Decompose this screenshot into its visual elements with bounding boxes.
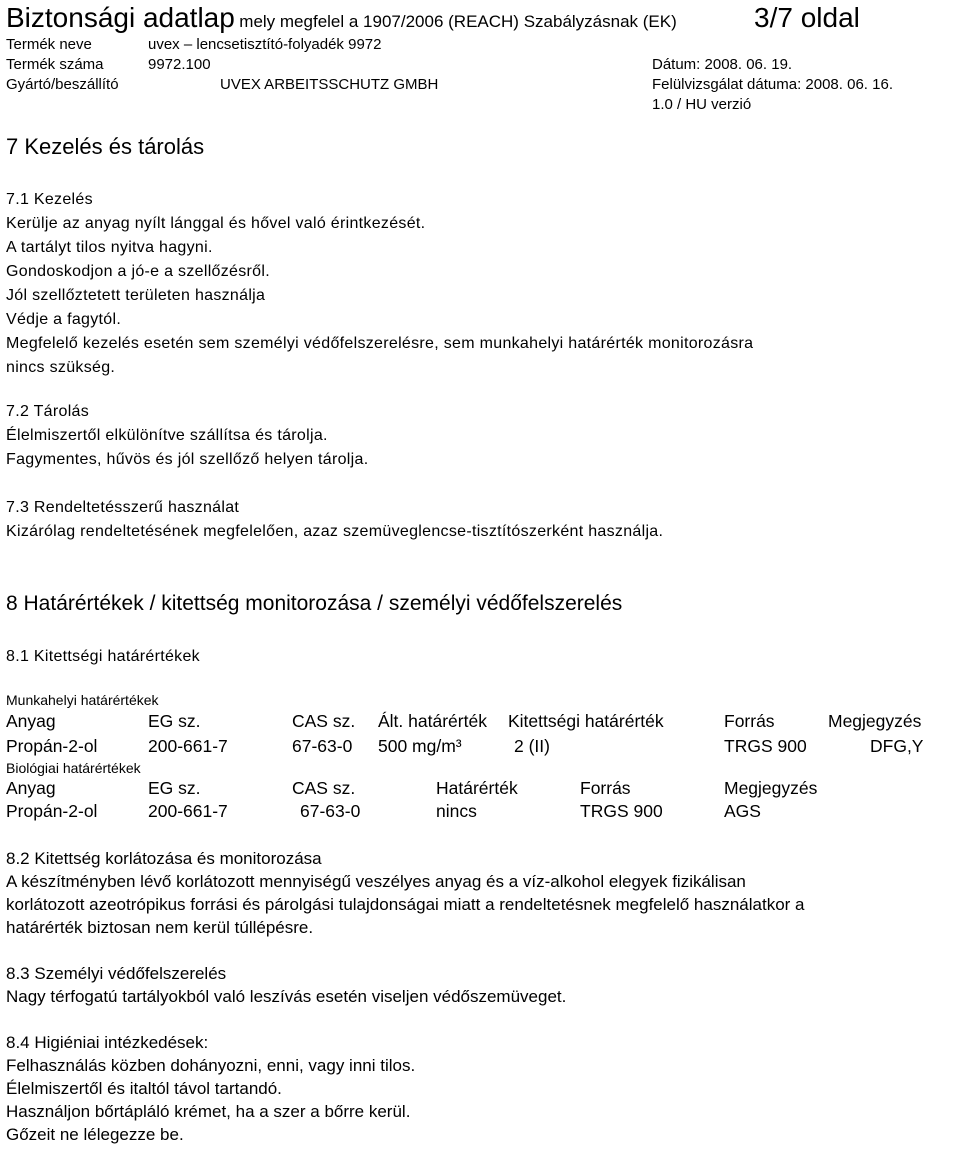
section-8-4-line: Használjon bőrtápláló krémet, ha a szer a bőrre kerül. <box>6 1102 411 1121</box>
manufacturer-value: UVEX ARBEITSSCHUTZ GMBH <box>220 76 439 93</box>
table-header-cell: CAS sz. <box>292 711 356 731</box>
document-date: Dátum: 2008. 06. 19. <box>652 56 793 73</box>
table-header-cell: Forrás <box>724 711 775 731</box>
table-header-cell: Forrás <box>580 778 631 798</box>
table-cell: Propán-2-ol <box>6 801 98 821</box>
section-7-1-line: Védje a fagytól. <box>6 311 122 328</box>
section-8-1-title: 8.1 Kitettségi határértékek <box>6 648 200 665</box>
version: 1.0 / HU verzió <box>652 96 752 113</box>
table-header-cell: EG sz. <box>148 778 201 798</box>
section-8-4-title: 8.4 Higiéniai intézkedések: <box>6 1033 209 1052</box>
product-name-value: uvex – lencsetisztító-folyadék 9972 <box>148 36 382 53</box>
manufacturer-label: Gyártó/beszállító <box>6 76 119 93</box>
review-date: Felülvizsgálat dátuma: 2008. 06. 16. <box>652 76 893 93</box>
section-8-2-line: korlátozott azeotrópikus forrási és párolgási tulajdonságai miatt a rendeltetésnek megfelelő használatkor a <box>6 895 805 914</box>
biological-limits-label: Biológiai határértékek <box>6 760 141 776</box>
section-8-4-line: Felhasználás közben dohányozni, enni, vagy inni tilos. <box>6 1056 416 1075</box>
section-8-3-line: Nagy térfogatú tartályokból való leszívás esetén viseljen védőszemüveget. <box>6 987 567 1006</box>
table-cell: 200-661-7 <box>148 801 228 821</box>
section-7-1-line: nincs szükség. <box>6 359 116 376</box>
section-7-1-line: A tartályt tilos nyitva hagyni. <box>6 239 213 256</box>
document-header <box>6 2 677 34</box>
table-cell: 500 mg/m³ <box>378 736 462 756</box>
document-title: Biztonsági adatlap <box>6 2 235 33</box>
section-8-3-title: 8.3 Személyi védőfelszerelés <box>6 964 227 983</box>
page-number: 3/7 oldal <box>754 2 860 33</box>
table-header-cell: CAS sz. <box>292 778 356 798</box>
section-8-2-line: határérték biztosan nem kerül túllépésre. <box>6 918 314 937</box>
section-7-1-line: Gondoskodjon a jó-e a szellőzésről. <box>6 263 270 280</box>
section-7-1-line: Jól szellőztetett területen használja <box>6 287 266 304</box>
table-header-cell: Ált. határérték <box>378 711 487 731</box>
section-7-1-line: Megfelelő kezelés esetén sem személyi védőfelszerelésre, sem munkahelyi határérték monitorozásra <box>6 335 754 352</box>
product-number-value: 9972.100 <box>148 56 211 73</box>
section-8-title: 8 Határértékek / kitettség monitorozása / személyi védőfelszerelés <box>6 592 623 615</box>
table-header-cell: Megjegyzés <box>828 711 922 731</box>
table-header-cell: Anyag <box>6 711 56 731</box>
section-7-3-title: 7.3 Rendeltetésszerű használat <box>6 499 240 516</box>
section-7-1-line: Kerülje az anyag nyílt lánggal és hővel való érintkezését. <box>6 215 426 232</box>
table-cell: DFG,Y <box>870 736 924 756</box>
section-7-title: 7 Kezelés és tárolás <box>6 134 205 159</box>
table-cell: Propán-2-ol <box>6 736 98 756</box>
section-7-2-line: Élelmiszertől elkülönítve szállítsa és tárolja. <box>6 427 328 444</box>
table-cell: nincs <box>436 801 477 821</box>
table-cell: 200-661-7 <box>148 736 228 756</box>
table-cell: 2 (II) <box>514 736 550 756</box>
section-8-4-line: Gőzeit ne lélegezze be. <box>6 1125 184 1144</box>
table-header-cell: Anyag <box>6 778 56 798</box>
section-7-2-line: Fagymentes, hűvös és jól szellőző helyen tárolja. <box>6 451 369 468</box>
table-header-cell: Megjegyzés <box>724 778 818 798</box>
workplace-limits-label: Munkahelyi határértékek <box>6 692 159 708</box>
product-name-label: Termék neve <box>6 36 92 53</box>
table-header-cell: Kitettségi határérték <box>508 711 664 731</box>
table-cell: 67-63-0 <box>292 736 353 756</box>
table-header-cell: EG sz. <box>148 711 201 731</box>
section-7-1-title: 7.1 Kezelés <box>6 191 93 208</box>
table-cell: TRGS 900 <box>724 736 807 756</box>
section-7-3-line: Kizárólag rendeltetésének megfelelően, azaz szemüveglencse-tisztítószerként használja. <box>6 523 664 540</box>
product-number-label: Termék száma <box>6 56 104 73</box>
document-subtitle: mely megfelel a 1907/2006 (REACH) Szabályzásnak (EK) <box>239 12 677 31</box>
section-8-2-title: 8.2 Kitettség korlátozása és monitorozása <box>6 849 322 868</box>
section-7-2-title: 7.2 Tárolás <box>6 403 90 420</box>
table-cell: TRGS 900 <box>580 801 663 821</box>
table-cell: AGS <box>724 801 761 821</box>
table-header-cell: Határérték <box>436 778 518 798</box>
table-cell: 67-63-0 <box>300 801 361 821</box>
section-8-2-line: A készítményben lévő korlátozott mennyiségű veszélyes anyag és a víz-alkohol elegyek fizikálisan <box>6 872 746 891</box>
section-8-4-line: Élelmiszertől és italtól távol tartandó. <box>6 1079 282 1098</box>
